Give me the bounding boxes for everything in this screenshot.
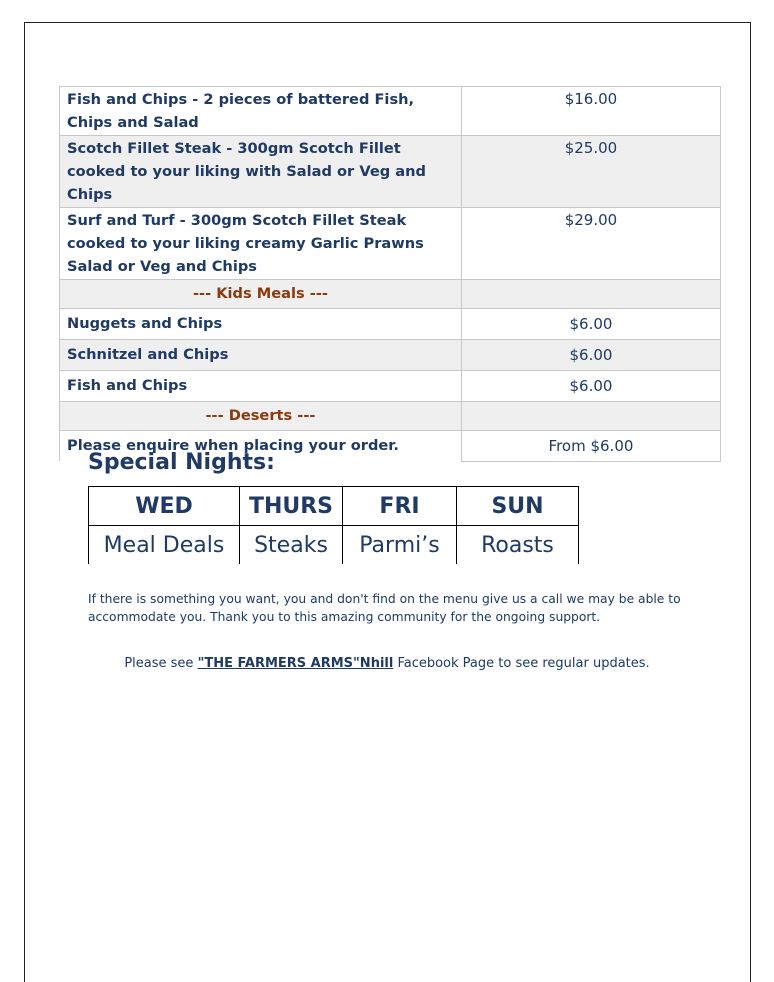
menu-price: $16.00: [461, 87, 720, 136]
footer-note: If there is something you want, you and don't find on the menu give us a call we may be able to accommodate you. Thank you to this amazing community for the ongoing support.: [88, 592, 681, 624]
menu-price: $6.00: [461, 371, 720, 402]
section-row: [60, 280, 721, 309]
empty-cell: [461, 402, 720, 431]
facebook-prefix: Please see: [124, 656, 198, 671]
day-header: THURS: [240, 487, 343, 526]
facebook-line: [0, 656, 774, 671]
kids-meals-heading: --- Kids Meals ---: [60, 280, 462, 309]
menu-item: Please enquire when placing your order.: [60, 431, 462, 462]
day-header: FRI: [343, 487, 457, 526]
menu-table: [59, 86, 721, 462]
special-cell: Steaks: [240, 526, 343, 565]
table-row: [60, 208, 721, 280]
table-row: [60, 136, 721, 208]
deserts-heading: --- Deserts ---: [60, 402, 462, 431]
facebook-suffix: Facebook Page to see regular updates.: [393, 656, 650, 671]
table-row: [60, 309, 721, 340]
menu-price: From $6.00: [461, 431, 720, 462]
menu-item: Surf and Turf - 300gm Scotch Fillet Steak cooked to your liking creamy Garlic Prawns Salad or Veg and Chips: [60, 208, 462, 280]
menu-price: $25.00: [461, 136, 720, 208]
table-row: [60, 87, 721, 136]
special-cell: Meal Deals: [89, 526, 240, 565]
empty-cell: [461, 280, 720, 309]
special-nights-title: Special Nights:: [88, 450, 275, 475]
menu-item: Fish and Chips - 2 pieces of battered Fish, Chips and Salad: [60, 87, 462, 136]
menu-price: $29.00: [461, 208, 720, 280]
menu-price: $6.00: [461, 309, 720, 340]
special-cell: Parmi’s: [343, 526, 457, 565]
day-header: SUN: [457, 487, 579, 526]
facebook-page-link[interactable]: "THE FARMERS ARMS"Nhill: [197, 656, 394, 671]
section-row: [60, 402, 721, 431]
table-row: [60, 340, 721, 371]
special-cell: Roasts: [457, 526, 579, 565]
menu-price: $6.00: [461, 340, 720, 371]
table-row: [60, 371, 721, 402]
menu-item: Nuggets and Chips: [60, 309, 462, 340]
table-row: [89, 526, 579, 565]
menu-item: Schnitzel and Chips: [60, 340, 462, 371]
special-nights-table: [88, 486, 579, 564]
menu-item: Scotch Fillet Steak - 300gm Scotch Fillet cooked to your liking with Salad or Veg and Chips: [60, 136, 462, 208]
day-header: WED: [89, 487, 240, 526]
menu-item: Fish and Chips: [60, 371, 462, 402]
table-row: [89, 487, 579, 526]
